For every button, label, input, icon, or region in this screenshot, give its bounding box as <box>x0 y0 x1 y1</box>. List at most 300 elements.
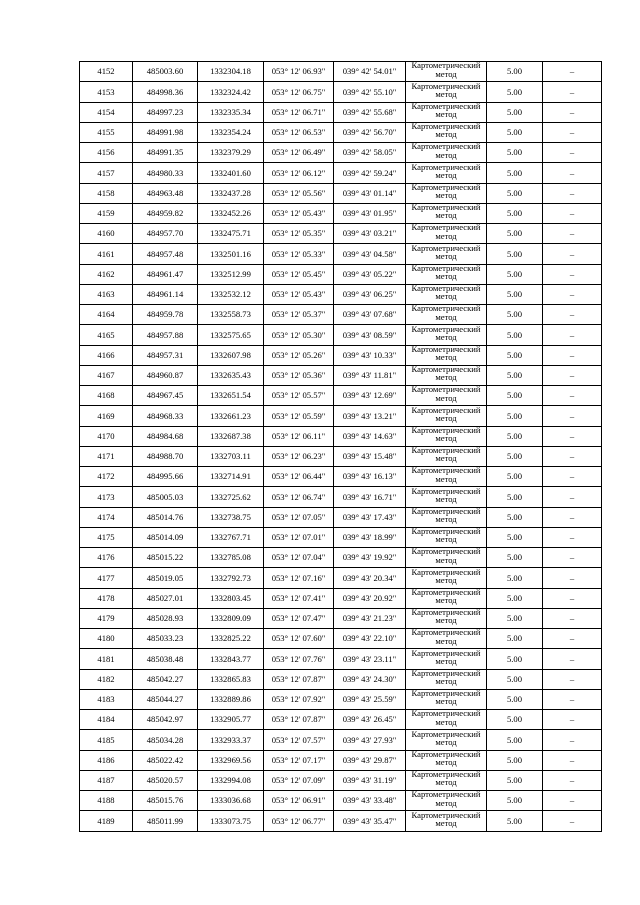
accuracy-cell: 5.00 <box>487 163 543 183</box>
latitude-cell: 053° 12' 07.09" <box>264 770 334 790</box>
accuracy-cell: 5.00 <box>487 446 543 466</box>
y-coordinate-cell: 1332687.38 <box>198 426 264 446</box>
x-coordinate-cell: 484959.78 <box>133 305 198 325</box>
x-coordinate-cell: 484991.35 <box>133 143 198 163</box>
accuracy-cell: 5.00 <box>487 507 543 527</box>
y-coordinate-cell: 1332661.23 <box>198 406 264 426</box>
description-cell: – <box>543 426 602 446</box>
method-cell <box>406 629 487 649</box>
longitude-cell: 039° 42' 56.70" <box>334 122 406 142</box>
accuracy-cell: 5.00 <box>487 345 543 365</box>
x-coordinate-cell: 485015.76 <box>133 791 198 811</box>
table-row <box>80 325 602 345</box>
point-number-cell: 4160 <box>80 224 133 244</box>
latitude-cell: 053° 12' 07.57" <box>264 730 334 750</box>
x-coordinate-cell: 485028.93 <box>133 608 198 628</box>
accuracy-cell: 5.00 <box>487 305 543 325</box>
accuracy-cell: 5.00 <box>487 244 543 264</box>
description-cell: – <box>543 203 602 223</box>
longitude-cell: 039° 43' 05.22" <box>334 264 406 284</box>
description-cell: – <box>543 406 602 426</box>
x-coordinate-cell: 484998.36 <box>133 82 198 102</box>
accuracy-cell: 5.00 <box>487 406 543 426</box>
description-cell: – <box>543 710 602 730</box>
method-cell <box>406 527 487 547</box>
longitude-cell: 039° 43' 17.43" <box>334 507 406 527</box>
table-row <box>80 122 602 142</box>
method-cell <box>406 467 487 487</box>
method-cell <box>406 588 487 608</box>
method-cell <box>406 203 487 223</box>
y-coordinate-cell: 1332354.24 <box>198 122 264 142</box>
description-cell: – <box>543 669 602 689</box>
longitude-cell: 039° 43' 35.47" <box>334 811 406 831</box>
table-row <box>80 629 602 649</box>
latitude-cell: 053° 12' 05.37" <box>264 305 334 325</box>
y-coordinate-cell: 1332635.43 <box>198 365 264 385</box>
method-cell <box>406 305 487 325</box>
table-row <box>80 446 602 466</box>
y-coordinate-cell: 1332452.26 <box>198 203 264 223</box>
accuracy-cell: 5.00 <box>487 82 543 102</box>
longitude-cell: 039° 43' 10.33" <box>334 345 406 365</box>
y-coordinate-cell: 1332324.42 <box>198 82 264 102</box>
method-cell <box>406 62 487 82</box>
point-number-cell: 4166 <box>80 345 133 365</box>
accuracy-cell: 5.00 <box>487 629 543 649</box>
latitude-cell: 053° 12' 06.77" <box>264 811 334 831</box>
longitude-cell: 039° 43' 20.92" <box>334 588 406 608</box>
method-text: Картометрический метод <box>411 729 481 747</box>
method-cell <box>406 163 487 183</box>
y-coordinate-cell: 1332785.08 <box>198 548 264 568</box>
method-cell <box>406 649 487 669</box>
x-coordinate-cell: 485014.76 <box>133 507 198 527</box>
x-coordinate-cell: 485044.27 <box>133 689 198 709</box>
table-row <box>80 345 602 365</box>
point-number-cell: 4189 <box>80 811 133 831</box>
description-cell: – <box>543 629 602 649</box>
longitude-cell: 039° 43' 23.11" <box>334 649 406 669</box>
description-cell: – <box>543 244 602 264</box>
method-cell <box>406 102 487 122</box>
table-row <box>80 426 602 446</box>
latitude-cell: 053° 12' 07.87" <box>264 710 334 730</box>
method-text: Картометрический метод <box>411 122 481 140</box>
latitude-cell: 053° 12' 07.76" <box>264 649 334 669</box>
y-coordinate-cell: 1332575.65 <box>198 325 264 345</box>
method-text: Картометрический метод <box>411 810 481 828</box>
longitude-cell: 039° 42' 54.01" <box>334 62 406 82</box>
method-cell <box>406 446 487 466</box>
accuracy-cell: 5.00 <box>487 284 543 304</box>
latitude-cell: 053° 12' 05.59" <box>264 406 334 426</box>
longitude-cell: 039° 43' 01.95" <box>334 203 406 223</box>
longitude-cell: 039° 43' 25.59" <box>334 689 406 709</box>
table-row <box>80 406 602 426</box>
method-cell <box>406 406 487 426</box>
description-cell: – <box>543 102 602 122</box>
longitude-cell: 039° 43' 29.87" <box>334 750 406 770</box>
y-coordinate-cell: 1332304.18 <box>198 62 264 82</box>
longitude-cell: 039° 42' 59.24" <box>334 163 406 183</box>
accuracy-cell: 5.00 <box>487 102 543 122</box>
description-cell: – <box>543 325 602 345</box>
latitude-cell: 053° 12' 06.11" <box>264 426 334 446</box>
y-coordinate-cell: 1332703.11 <box>198 446 264 466</box>
accuracy-cell: 5.00 <box>487 143 543 163</box>
y-coordinate-cell: 1332738.75 <box>198 507 264 527</box>
x-coordinate-cell: 484959.82 <box>133 203 198 223</box>
method-cell <box>406 386 487 406</box>
method-cell <box>406 244 487 264</box>
description-cell: – <box>543 163 602 183</box>
table-row <box>80 143 602 163</box>
y-coordinate-cell: 1332969.56 <box>198 750 264 770</box>
x-coordinate-cell: 484957.48 <box>133 244 198 264</box>
y-coordinate-cell: 1332843.77 <box>198 649 264 669</box>
table-row <box>80 527 602 547</box>
point-number-cell: 4184 <box>80 710 133 730</box>
point-number-cell: 4165 <box>80 325 133 345</box>
method-text: Картометрический метод <box>411 709 481 727</box>
latitude-cell: 053° 12' 07.87" <box>264 669 334 689</box>
latitude-cell: 053° 12' 06.23" <box>264 446 334 466</box>
longitude-cell: 039° 42' 55.10" <box>334 82 406 102</box>
x-coordinate-cell: 485038.48 <box>133 649 198 669</box>
accuracy-cell: 5.00 <box>487 689 543 709</box>
method-text: Картометрический метод <box>411 547 481 565</box>
longitude-cell: 039° 43' 18.99" <box>334 527 406 547</box>
table-row <box>80 365 602 385</box>
method-text: Картометрический метод <box>411 142 481 160</box>
method-cell <box>406 669 487 689</box>
table-row <box>80 386 602 406</box>
method-text: Картометрический метод <box>411 648 481 666</box>
longitude-cell: 039° 43' 14.63" <box>334 426 406 446</box>
x-coordinate-cell: 484984.68 <box>133 426 198 446</box>
table-row <box>80 244 602 264</box>
table-row <box>80 264 602 284</box>
table-row <box>80 588 602 608</box>
table-row <box>80 750 602 770</box>
y-coordinate-cell: 1332532.12 <box>198 284 264 304</box>
accuracy-cell: 5.00 <box>487 325 543 345</box>
longitude-cell: 039° 43' 13.21" <box>334 406 406 426</box>
method-text: Картометрический метод <box>411 669 481 687</box>
method-text: Картометрический метод <box>411 345 481 363</box>
x-coordinate-cell: 485019.05 <box>133 568 198 588</box>
description-cell: – <box>543 770 602 790</box>
table-row <box>80 689 602 709</box>
x-coordinate-cell: 485042.27 <box>133 669 198 689</box>
method-cell <box>406 568 487 588</box>
x-coordinate-cell: 484995.66 <box>133 467 198 487</box>
table-row <box>80 467 602 487</box>
table-row <box>80 791 602 811</box>
x-coordinate-cell: 485033.23 <box>133 629 198 649</box>
table-row <box>80 548 602 568</box>
description-cell: – <box>543 730 602 750</box>
description-cell: – <box>543 467 602 487</box>
latitude-cell: 053° 12' 05.36" <box>264 365 334 385</box>
longitude-cell: 039° 43' 01.14" <box>334 183 406 203</box>
latitude-cell: 053° 12' 06.75" <box>264 82 334 102</box>
table-row <box>80 770 602 790</box>
y-coordinate-cell: 1332512.99 <box>198 264 264 284</box>
latitude-cell: 053° 12' 05.33" <box>264 244 334 264</box>
longitude-cell: 039° 43' 15.48" <box>334 446 406 466</box>
method-text: Картометрический метод <box>411 608 481 626</box>
x-coordinate-cell: 484968.33 <box>133 406 198 426</box>
y-coordinate-cell: 1332437.28 <box>198 183 264 203</box>
point-number-cell: 4173 <box>80 487 133 507</box>
table-row <box>80 102 602 122</box>
x-coordinate-cell: 484957.88 <box>133 325 198 345</box>
method-text: Картометрический метод <box>411 405 481 423</box>
description-cell: – <box>543 386 602 406</box>
latitude-cell: 053° 12' 05.35" <box>264 224 334 244</box>
description-cell: – <box>543 446 602 466</box>
longitude-cell: 039° 43' 06.25" <box>334 284 406 304</box>
table-row <box>80 649 602 669</box>
x-coordinate-cell: 485020.57 <box>133 770 198 790</box>
x-coordinate-cell: 485005.03 <box>133 487 198 507</box>
accuracy-cell: 5.00 <box>487 386 543 406</box>
coordinates-table <box>79 61 602 832</box>
latitude-cell: 053° 12' 05.26" <box>264 345 334 365</box>
method-text: Картометрический метод <box>411 466 481 484</box>
description-cell: – <box>543 224 602 244</box>
latitude-cell: 053° 12' 05.57" <box>264 386 334 406</box>
latitude-cell: 053° 12' 05.43" <box>264 203 334 223</box>
longitude-cell: 039° 42' 58.05" <box>334 143 406 163</box>
latitude-cell: 053° 12' 07.92" <box>264 689 334 709</box>
y-coordinate-cell: 1332651.54 <box>198 386 264 406</box>
table-row <box>80 62 602 82</box>
y-coordinate-cell: 1332825.22 <box>198 629 264 649</box>
accuracy-cell: 5.00 <box>487 750 543 770</box>
longitude-cell: 039° 43' 04.58" <box>334 244 406 264</box>
y-coordinate-cell: 1332905.77 <box>198 710 264 730</box>
accuracy-cell: 5.00 <box>487 426 543 446</box>
description-cell: – <box>543 608 602 628</box>
x-coordinate-cell: 484960.87 <box>133 365 198 385</box>
latitude-cell: 053° 12' 05.43" <box>264 284 334 304</box>
accuracy-cell: 5.00 <box>487 770 543 790</box>
longitude-cell: 039° 43' 03.21" <box>334 224 406 244</box>
method-text: Картометрический метод <box>411 284 481 302</box>
y-coordinate-cell: 1332401.60 <box>198 163 264 183</box>
method-text: Картометрический метод <box>411 61 481 79</box>
latitude-cell: 053° 12' 06.12" <box>264 163 334 183</box>
longitude-cell: 039° 43' 20.34" <box>334 568 406 588</box>
latitude-cell: 053° 12' 07.05" <box>264 507 334 527</box>
method-cell <box>406 487 487 507</box>
y-coordinate-cell: 1332714.91 <box>198 467 264 487</box>
latitude-cell: 053° 12' 06.53" <box>264 122 334 142</box>
longitude-cell: 039° 43' 33.48" <box>334 791 406 811</box>
point-number-cell: 4169 <box>80 406 133 426</box>
accuracy-cell: 5.00 <box>487 568 543 588</box>
method-text: Картометрический метод <box>411 628 481 646</box>
point-number-cell: 4182 <box>80 669 133 689</box>
latitude-cell: 053° 12' 07.41" <box>264 588 334 608</box>
table-row <box>80 669 602 689</box>
longitude-cell: 039° 43' 31.19" <box>334 770 406 790</box>
accuracy-cell: 5.00 <box>487 183 543 203</box>
point-number-cell: 4172 <box>80 467 133 487</box>
table-row <box>80 224 602 244</box>
description-cell: – <box>543 365 602 385</box>
latitude-cell: 053° 12' 05.56" <box>264 183 334 203</box>
x-coordinate-cell: 485042.97 <box>133 710 198 730</box>
x-coordinate-cell: 484997.23 <box>133 102 198 122</box>
method-cell <box>406 548 487 568</box>
method-text: Картометрический метод <box>411 304 481 322</box>
longitude-cell: 039° 43' 21.23" <box>334 608 406 628</box>
y-coordinate-cell: 1332501.16 <box>198 244 264 264</box>
method-text: Картометрический метод <box>411 689 481 707</box>
latitude-cell: 053° 12' 06.44" <box>264 467 334 487</box>
x-coordinate-cell: 484980.33 <box>133 163 198 183</box>
point-number-cell: 4181 <box>80 649 133 669</box>
latitude-cell: 053° 12' 06.49" <box>264 143 334 163</box>
x-coordinate-cell: 485011.99 <box>133 811 198 831</box>
x-coordinate-cell: 484991.98 <box>133 122 198 142</box>
y-coordinate-cell: 1332994.08 <box>198 770 264 790</box>
point-number-cell: 4163 <box>80 284 133 304</box>
point-number-cell: 4152 <box>80 62 133 82</box>
point-number-cell: 4186 <box>80 750 133 770</box>
point-number-cell: 4158 <box>80 183 133 203</box>
point-number-cell: 4183 <box>80 689 133 709</box>
table-row <box>80 568 602 588</box>
method-text: Картометрический метод <box>411 446 481 464</box>
point-number-cell: 4157 <box>80 163 133 183</box>
description-cell: – <box>543 507 602 527</box>
y-coordinate-cell: 1332379.29 <box>198 143 264 163</box>
method-cell <box>406 325 487 345</box>
longitude-cell: 039° 43' 19.92" <box>334 548 406 568</box>
method-text: Картометрический метод <box>411 365 481 383</box>
method-text: Картометрический метод <box>411 203 481 221</box>
description-cell: – <box>543 305 602 325</box>
latitude-cell: 053° 12' 05.30" <box>264 325 334 345</box>
method-cell <box>406 224 487 244</box>
method-text: Картометрический метод <box>411 426 481 444</box>
y-coordinate-cell: 1332335.34 <box>198 102 264 122</box>
x-coordinate-cell: 485034.28 <box>133 730 198 750</box>
point-number-cell: 4162 <box>80 264 133 284</box>
point-number-cell: 4171 <box>80 446 133 466</box>
y-coordinate-cell: 1332933.37 <box>198 730 264 750</box>
accuracy-cell: 5.00 <box>487 467 543 487</box>
point-number-cell: 4164 <box>80 305 133 325</box>
point-number-cell: 4170 <box>80 426 133 446</box>
point-number-cell: 4155 <box>80 122 133 142</box>
method-cell <box>406 750 487 770</box>
accuracy-cell: 5.00 <box>487 730 543 750</box>
latitude-cell: 053° 12' 06.93" <box>264 62 334 82</box>
description-cell: – <box>543 689 602 709</box>
x-coordinate-cell: 484988.70 <box>133 446 198 466</box>
y-coordinate-cell: 1332809.09 <box>198 608 264 628</box>
method-text: Картометрический метод <box>411 162 481 180</box>
y-coordinate-cell: 1332889.86 <box>198 689 264 709</box>
point-number-cell: 4156 <box>80 143 133 163</box>
latitude-cell: 053° 12' 07.01" <box>264 527 334 547</box>
accuracy-cell: 5.00 <box>487 608 543 628</box>
y-coordinate-cell: 1332475.71 <box>198 224 264 244</box>
table-body <box>80 62 602 832</box>
method-text: Картометрический метод <box>411 770 481 788</box>
longitude-cell: 039° 43' 27.93" <box>334 730 406 750</box>
method-text: Картометрический метод <box>411 527 481 545</box>
x-coordinate-cell: 485003.60 <box>133 62 198 82</box>
x-coordinate-cell: 485027.01 <box>133 588 198 608</box>
method-text: Картометрический метод <box>411 102 481 120</box>
description-cell: – <box>543 527 602 547</box>
method-cell <box>406 264 487 284</box>
method-cell <box>406 183 487 203</box>
description-cell: – <box>543 122 602 142</box>
table-row <box>80 163 602 183</box>
point-number-cell: 4185 <box>80 730 133 750</box>
table-row <box>80 284 602 304</box>
table-row <box>80 730 602 750</box>
longitude-cell: 039° 43' 12.69" <box>334 386 406 406</box>
longitude-cell: 039° 43' 11.81" <box>334 365 406 385</box>
method-cell <box>406 426 487 446</box>
method-text: Картометрический метод <box>411 81 481 99</box>
method-cell <box>406 365 487 385</box>
y-coordinate-cell: 1333073.75 <box>198 811 264 831</box>
accuracy-cell: 5.00 <box>487 203 543 223</box>
x-coordinate-cell: 485015.22 <box>133 548 198 568</box>
method-text: Картометрический метод <box>411 324 481 342</box>
method-cell <box>406 811 487 831</box>
point-number-cell: 4161 <box>80 244 133 264</box>
point-number-cell: 4180 <box>80 629 133 649</box>
method-text: Картометрический метод <box>411 750 481 768</box>
x-coordinate-cell: 485014.09 <box>133 527 198 547</box>
point-number-cell: 4187 <box>80 770 133 790</box>
latitude-cell: 053° 12' 06.71" <box>264 102 334 122</box>
description-cell: – <box>543 62 602 82</box>
method-cell <box>406 710 487 730</box>
y-coordinate-cell: 1332792.73 <box>198 568 264 588</box>
longitude-cell: 039° 43' 24.30" <box>334 669 406 689</box>
method-cell <box>406 284 487 304</box>
description-cell: – <box>543 548 602 568</box>
y-coordinate-cell: 1332725.62 <box>198 487 264 507</box>
table-row <box>80 811 602 831</box>
x-coordinate-cell: 484957.31 <box>133 345 198 365</box>
latitude-cell: 053° 12' 07.47" <box>264 608 334 628</box>
x-coordinate-cell: 484961.47 <box>133 264 198 284</box>
description-cell: – <box>543 183 602 203</box>
method-text: Картометрический метод <box>411 385 481 403</box>
table-row <box>80 487 602 507</box>
longitude-cell: 039° 43' 08.59" <box>334 325 406 345</box>
longitude-cell: 039° 42' 55.68" <box>334 102 406 122</box>
method-cell <box>406 689 487 709</box>
method-cell <box>406 507 487 527</box>
table-row <box>80 82 602 102</box>
method-cell <box>406 345 487 365</box>
table-row <box>80 608 602 628</box>
